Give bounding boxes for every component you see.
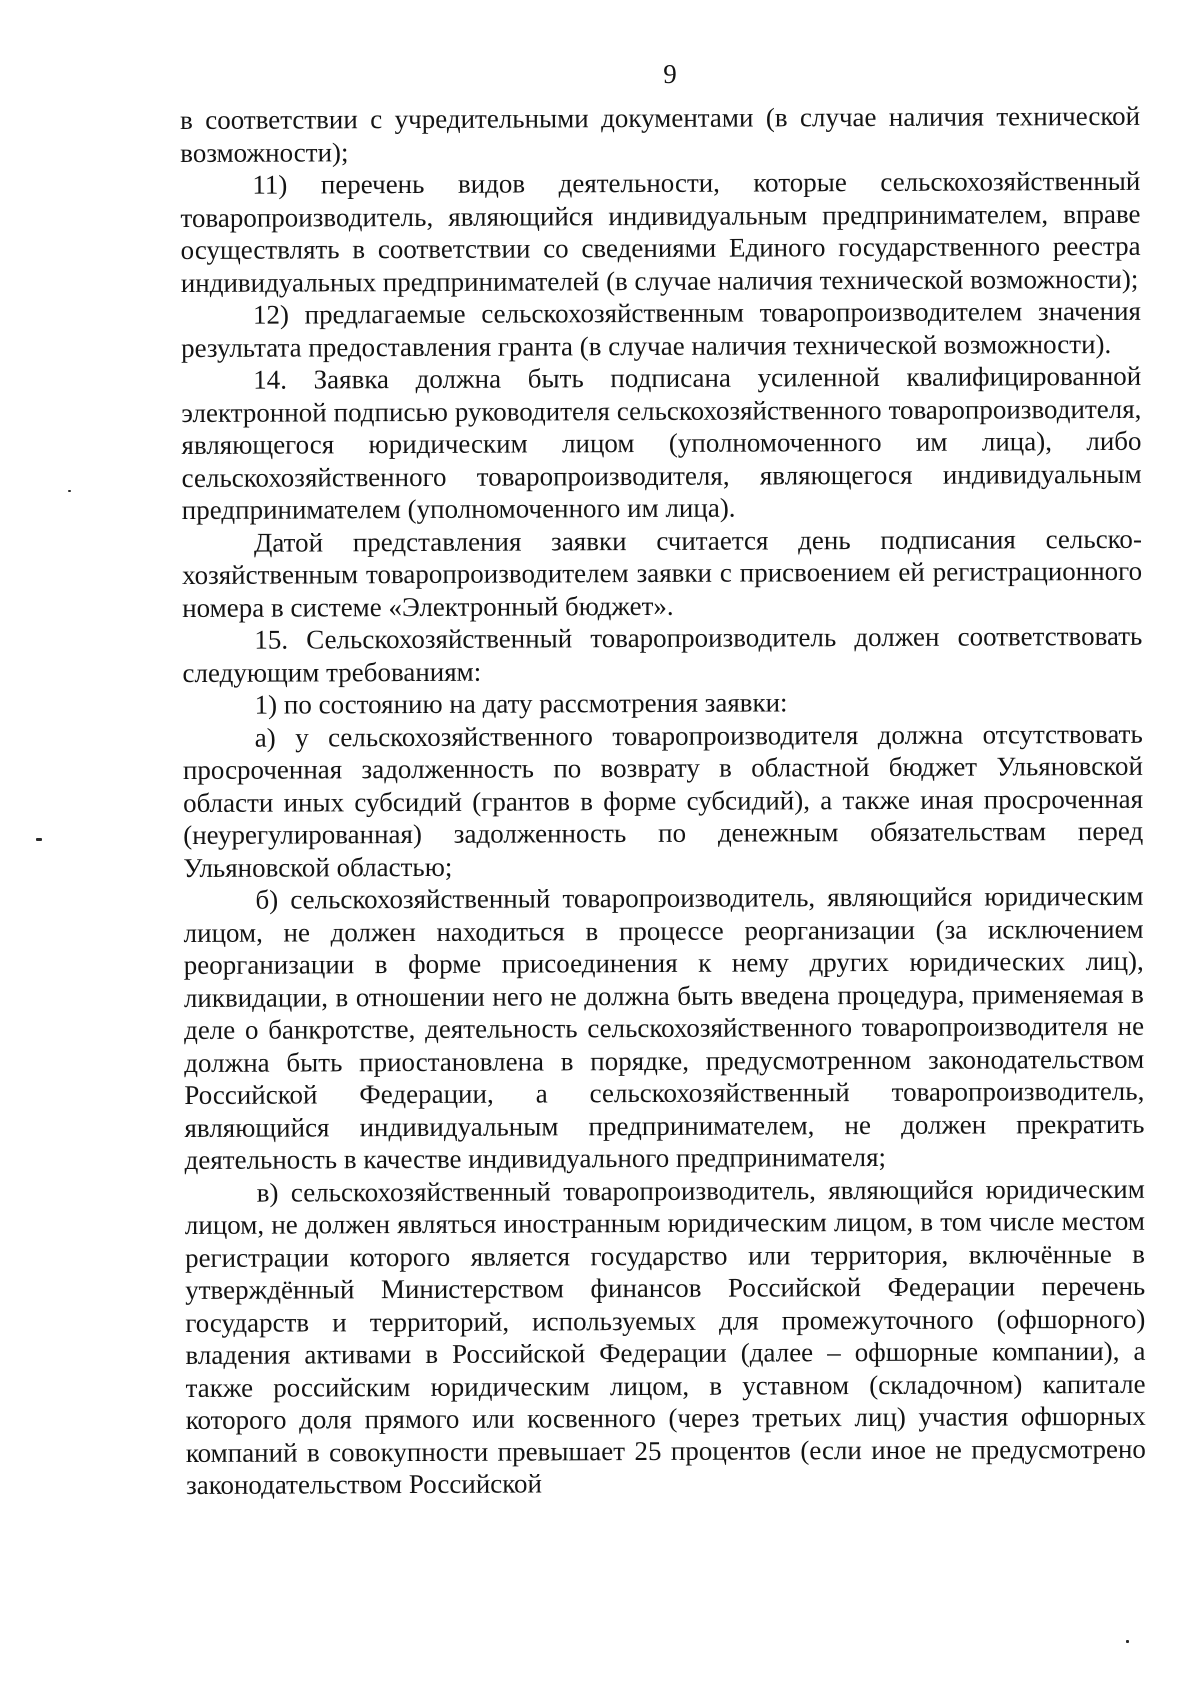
page-number: 9 — [663, 59, 677, 89]
paragraph-clause-14: 14. Заявка должна быть подписана усиленной квалифицированной электронной подписью руководителя сельскохозяйственного товаропроизводителя, являющегося юридическим лицом (уполномоченного им лица), либо сельскохозяйственного товаропроизводителя, являющегося индивидуальным предпринимателем (уполномоченного им лица). — [181, 360, 1142, 525]
paragraph-subitem-1: 1) по состоянию на дату рассмотрения заявки: — [254, 687, 788, 720]
paragraph-submission-date: Датой представления заявки считается день подписания сельскохозяйственным товаропроизводителем заявки с присвоением ей регистрационного номера в системе «Электронный бюджет». — [181, 523, 1143, 623]
paragraph-subitem-v: в) сельскохозяйственный товаропроизводитель, являющийся юридическим лицом, не должен являться иностранным юридическим лицом, в том числе местом регистрации которого является государство или территория, включённые в утверждённый Министерством финансов Российской Федерации перечень государств и территорий, используемых для промежуточного (офшорного) владения активами в Российской Федерации (далее – офшорные компании), а также российским юридическим лицом, в уставном (складочном) капитале которого доля прямого или косвенного (через третьих лиц) участия офшорных компаний в совокупности превышает 25 процентов (если иное не предусмотрено законодательством Российской — [184, 1173, 1146, 1500]
document-body — [180, 100, 1146, 1502]
paragraph-subitem-b: б) сельскохозяйственный товаропроизводитель, являющийся юридическим лицом, не должен находиться в процессе реорганизации (за исключением реорганизации в форме присоединения к нему других юридических лиц), ликвидации, в отношении него не должна быть введена процедура, применяемая в деле о банкротстве, деятельность сельскохозяйственного товаропроизводителя не должна быть приостановлена в порядке, предусмотренном законодательством Российской Федерации, а сельскохозяйственный товаропроизводитель, являющийся индивидуальным предпринимателем, не должен прекратить деятельность в качестве индивидуального предпринимателя; — [183, 880, 1145, 1175]
paragraph-item-11: 11) перечень видов деятельности, которые сельскохозяйственный товаропроизводитель, являющийся индивидуальным предпринимателем, вправе осуществлять в соответствии со сведениями Единого государственного реестра индивидуальных предпринимателей (в случае наличия технической возможности); — [180, 165, 1141, 298]
scan-speck — [1126, 1640, 1129, 1643]
paragraph-continuation: в соответствии с учредительными документами (в случае наличия технической возможности); — [180, 100, 1141, 168]
paragraph-clause-15: 15. Сельскохозяйственный товаропроизводитель должен соответствовать следующим требованиям: — [182, 620, 1143, 688]
paragraph-item-12: 12) предлагаемые сельскохозяйственным товаропроизводителем значения результата предоставления гранта (в случае наличия технической возможности). — [180, 295, 1141, 363]
scan-speck — [36, 838, 42, 841]
paragraph-subitem-a: а) у сельскохозяйственного товаропроизводителя должна отсутствовать просроченная задолженность по возврату в областной бюджет Ульяновской области иных субсидий (грантов в форме субсидий), а также иная просроченная (неурегулированная) задолженность по денежным обязательствам перед Ульяновской областью; — [182, 718, 1144, 883]
scan-speck — [68, 490, 71, 492]
